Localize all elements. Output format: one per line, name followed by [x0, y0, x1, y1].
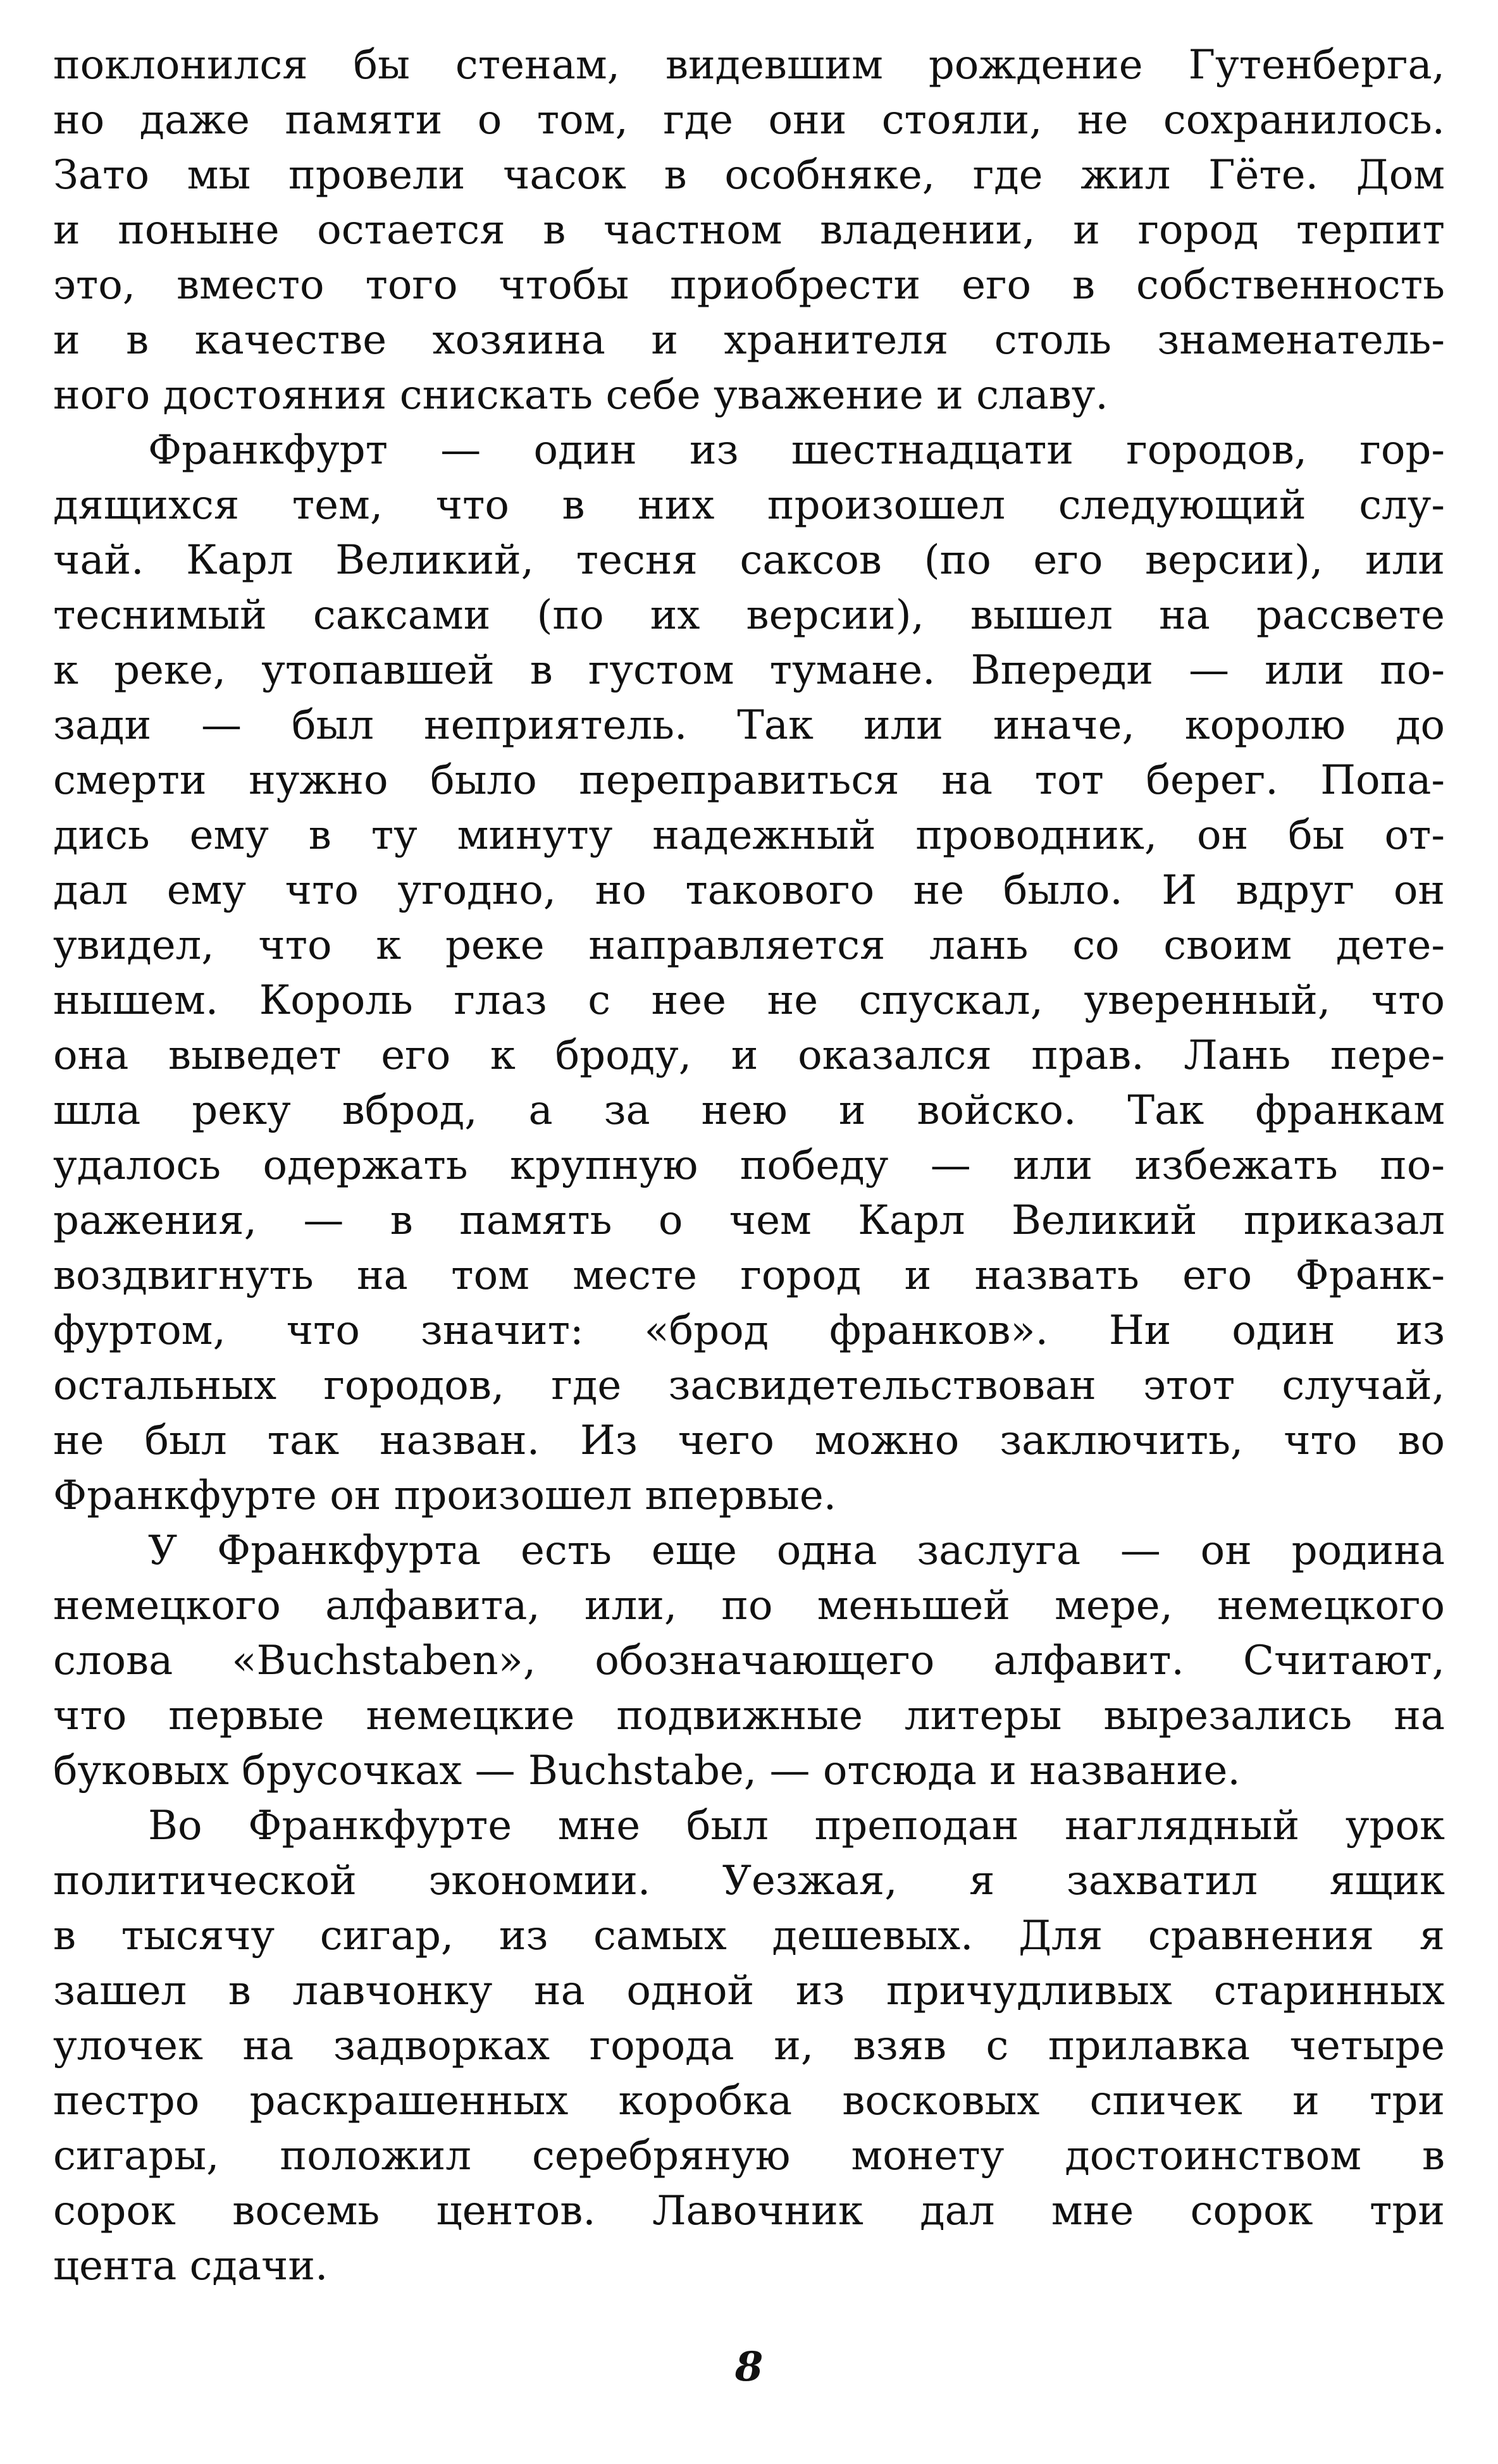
text-line: в тысячу сигар, из самых дешевых. Для сравнения я [53, 1913, 1445, 1959]
text-line: дящихся тем, что в них произошел следующий слу- [53, 482, 1445, 529]
text-line: буковых брусочках — Buchstabe, — отсюда и название. [53, 1747, 1241, 1794]
paragraph-2 [53, 423, 1445, 1524]
text-line: У Франкфурта есть еще одна заслуга — он родина [148, 1527, 1445, 1574]
text-line: Во Франкфурте мне был преподан наглядный урок [148, 1802, 1445, 1849]
text-line: Зато мы провели часок в особняке, где жил Гёте. Дом [53, 152, 1445, 199]
text-line: пестро раскрашенных коробка восковых спичек и три [53, 2078, 1445, 2124]
text-line: удалось одержать крупную победу — или избежать по- [53, 1142, 1445, 1189]
text-line: она выведет его к броду, и оказался прав. Лань пере- [53, 1032, 1445, 1079]
text-line: политической экономии. Уезжая, я захватил ящик [53, 1857, 1445, 1904]
text-line: немецкого алфавита, или, по меньшей мере, немецкого [53, 1582, 1445, 1629]
text-line: к реке, утопавшей в густом тумане. Впереди — или по- [53, 647, 1445, 694]
text-line: ного достояния снискать себе уважение и славу. [53, 372, 1108, 419]
text-line: Франкфурт — один из шестнадцати городов, гор- [148, 427, 1445, 474]
text-line: не был так назван. Из чего можно заключить, что во [53, 1417, 1445, 1464]
text-line: Франкфурте он произошел впервые. [53, 1472, 837, 1519]
text-line: цента сдачи. [53, 2243, 328, 2289]
text-line: сигары, положил серебряную монету достоинством в [53, 2133, 1445, 2179]
text-line: это, вместо того чтобы приобрести его в собственность [53, 262, 1445, 309]
paragraph-1 [53, 38, 1445, 423]
text-line: слова «Buchstaben», обозначающего алфавит. Считают, [53, 1637, 1445, 1684]
text-line: нышем. Король глаз с нее не спускал, уверенный, что [53, 977, 1445, 1024]
text-line: увидел, что к реке направляется лань со своим дете- [53, 922, 1445, 969]
text-line: фуртом, что значит: «брод франков». Ни один из [53, 1307, 1445, 1354]
paragraph-3 [53, 1524, 1445, 1799]
text-line: смерти нужно было переправиться на тот берег. Попа- [53, 757, 1445, 804]
text-line: шла реку вброд, а за нею и войско. Так франкам [53, 1087, 1445, 1134]
text-line: дал ему что угодно, но такового не было. И вдруг он [53, 867, 1445, 914]
text-line: зашел в лавчонку на одной из причудливых старинных [53, 1968, 1445, 2014]
paragraph-4 [53, 1799, 1445, 2294]
text-line: чай. Карл Великий, тесня саксов (по его версии), или [53, 537, 1445, 584]
text-line: воздвигнуть на том месте город и назвать его Франк- [53, 1252, 1445, 1299]
text-line: ражения, — в память о чем Карл Великий приказал [53, 1197, 1445, 1244]
text-line: теснимый саксами (по их версии), вышел на рассвете [53, 592, 1445, 639]
text-line: и в качестве хозяина и хранителя столь знаменатель- [53, 317, 1445, 364]
text-line: сорок восемь центов. Лавочник дал мне сорок три [53, 2188, 1445, 2234]
text-line: что первые немецкие подвижные литеры вырезались на [53, 1692, 1445, 1739]
text-line: поклонился бы стенам, видевшим рождение Гутенберга, [53, 42, 1445, 89]
text-line: но даже памяти о том, где они стояли, не сохранилось. [53, 97, 1445, 144]
text-line: дись ему в ту минуту надежный проводник, он бы от- [53, 812, 1445, 859]
page-number: 8 [734, 2343, 764, 2391]
text-line: улочек на задворках города и, взяв с прилавка четыре [53, 2023, 1445, 2069]
text-line: остальных городов, где засвидетельствован этот случай, [53, 1362, 1445, 1409]
text-line: зади — был неприятель. Так или иначе, королю до [53, 702, 1445, 749]
page-text [53, 38, 1445, 2294]
text-line: и поныне остается в частном владении, и город терпит [53, 207, 1445, 254]
